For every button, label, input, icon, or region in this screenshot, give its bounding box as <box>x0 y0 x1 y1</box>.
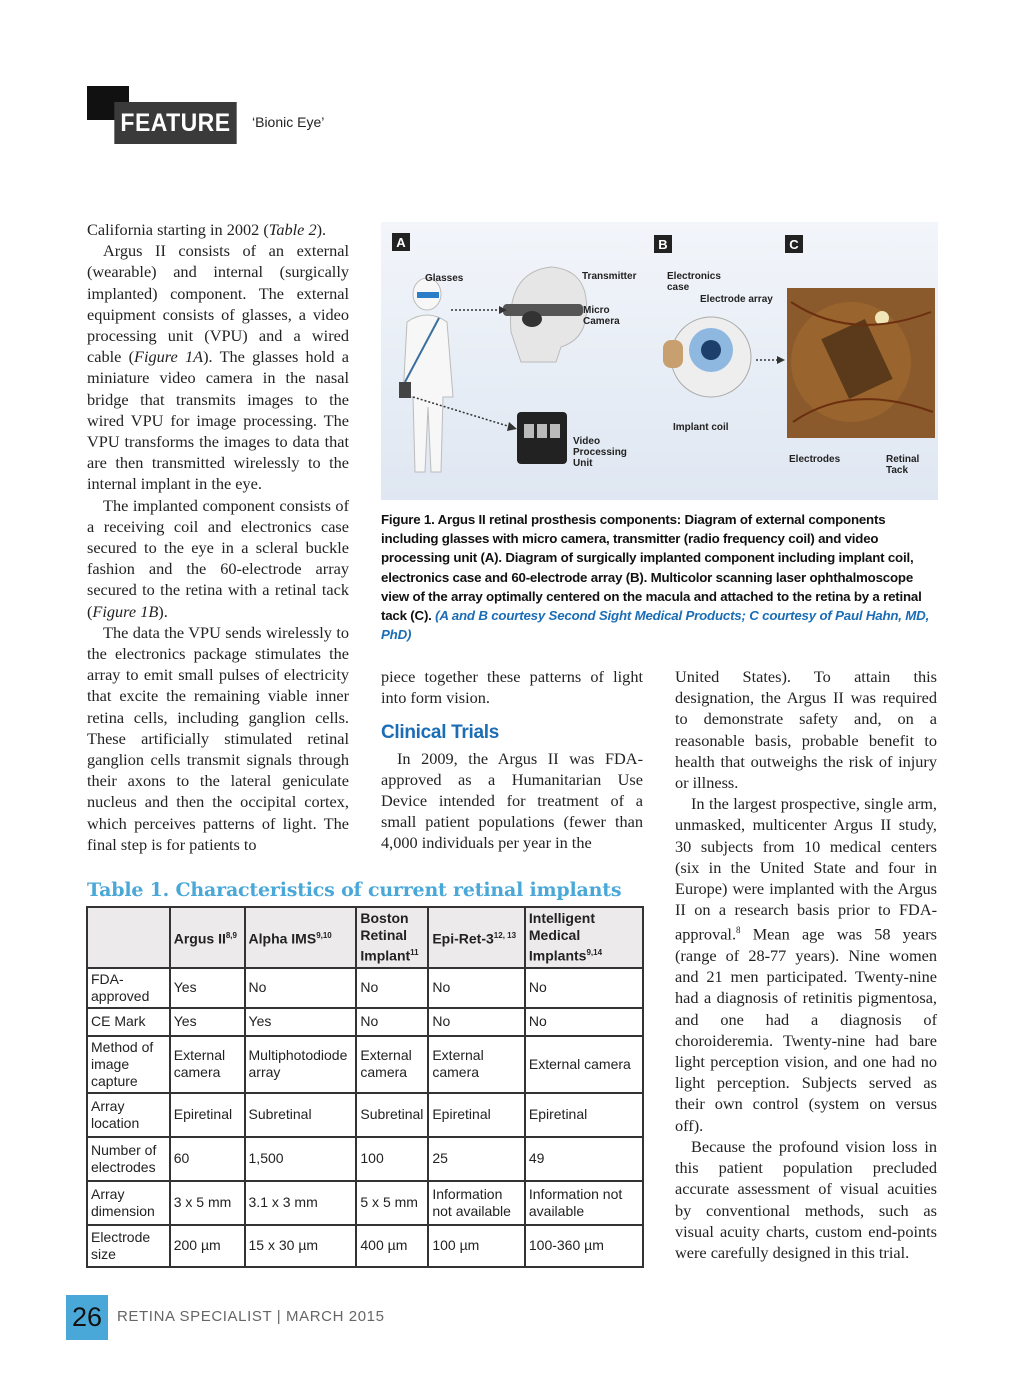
table-title: Table 1. Characteristics of current retinal implants <box>87 879 622 901</box>
column-2 <box>381 666 643 854</box>
table-cell: 3 x 5 mm <box>170 1181 245 1225</box>
table-cell: No <box>525 1008 643 1036</box>
table-row <box>87 1225 643 1267</box>
table-cell: 100-360 µm <box>525 1225 643 1267</box>
col3-paragraph-1: United States). To attain this designation, the Argus II was required to demonstrate safety and, on a reasonable basis, probable benefit to health that outweighs the risk of injury or illness. <box>675 667 937 793</box>
figure-illustration <box>381 222 938 500</box>
figure-label-a: A <box>392 233 410 251</box>
figure-label-b: B <box>654 235 672 253</box>
col1-text: California starting in 2002 ( <box>87 220 269 239</box>
caption-credit: (A and B courtesy Second Sight Medical Products; C courtesy of Paul Hahn, MD, PhD) <box>381 608 930 643</box>
table-cell: Yes <box>170 1008 245 1036</box>
table-cell: 5 x 5 mm <box>356 1181 428 1225</box>
label-electrode-array: Electrode array <box>700 294 773 305</box>
col3-p2-text-a: In the largest prospective, single arm, unmasked, multicenter Argus II study, 30 subjects from 10 medical centers (six in the United State and four in Europe) were implanted with the Argus II on a research basis prior to FDA-approval. <box>675 794 937 944</box>
caption-text: Figure 1. Argus II retinal prosthesis components: Diagram of external components including glasses with micro camera, transmitter (radio frequency coil) and video processing unit (A). Diagram of surgically implanted component including implant coil, electronics case and 60-electrode array (B). Multicolor scanning laser ophthalmoscope view of the array optimally centered on the macula and attached to the retina by a retinal tack (C). <box>381 512 922 624</box>
col2-paragraph-2: In 2009, the Argus II was FDA-approved as a Humanitarian Use Device intended for treatment of a small patient populations (fewer than 4,000 individuals per year in the <box>381 748 643 853</box>
label-glasses: Glasses <box>425 273 464 284</box>
table-cell: External camera <box>170 1036 245 1093</box>
col1-paragraph-2 <box>87 240 349 494</box>
table-cell: No <box>356 1008 428 1036</box>
col1-paragraph-1 <box>87 219 349 240</box>
table-cell: 15 x 30 µm <box>245 1225 357 1267</box>
table-cell: 400 µm <box>356 1225 428 1267</box>
footer-text: RETINA SPECIALIST | MARCH 2015 <box>117 1308 385 1325</box>
table-cell: 1,500 <box>245 1137 357 1181</box>
col1-text-after: ). <box>316 220 327 239</box>
implants-table <box>86 906 644 1268</box>
label-retinal-tack: Retinal Tack <box>886 454 920 476</box>
label-electrodes: Electrodes <box>789 454 841 465</box>
section-subtitle: ‘Bionic Eye’ <box>252 114 325 130</box>
table-header-label: Argus II <box>173 930 226 947</box>
table-header-citation: 11 <box>410 948 419 957</box>
figure-reference: Table 2 <box>268 220 317 239</box>
col1-text-after: ). The glasses hold a miniature video camera in the nasal bridge that transmits images to the wired VPU for image processing. The VPU transforms the images to data that are then transmitted wirelessly to the internal implant in the eye. <box>87 347 349 494</box>
table-cell: External camera <box>525 1036 643 1093</box>
label-micro-camera: Micro Camera <box>583 305 620 327</box>
table-header-row <box>87 907 643 968</box>
table-cell: Subretinal <box>356 1093 428 1137</box>
label-implant-coil: Implant coil <box>673 422 729 433</box>
table-cell: 49 <box>525 1137 643 1181</box>
table-row-label: Array location <box>87 1093 170 1137</box>
table-cell: Epiretinal <box>428 1093 525 1137</box>
column-3 <box>675 666 937 1263</box>
col1-text: Argus II consists of an external (wearable) and internal (surgically implanted) component. The external equipment consists of glasses, a video processing unit (VPU) and a wired cable ( <box>87 241 349 367</box>
table-cell: No <box>245 968 357 1008</box>
section-heading-clinical-trials: Clinical Trials <box>381 722 499 744</box>
label-electronics-case: Electronics case <box>667 271 721 293</box>
table-row-label: Electrode size <box>87 1225 170 1267</box>
table-cell: External camera <box>428 1036 525 1093</box>
table-cell: 200 µm <box>170 1225 245 1267</box>
table-cell: External camera <box>356 1036 428 1093</box>
table-header-label: Intelligent Medical Implants <box>528 910 595 964</box>
table-cell: No <box>356 968 428 1008</box>
table-header-4 <box>428 907 525 968</box>
table-row <box>87 1093 643 1137</box>
page-number: 26 <box>66 1295 108 1340</box>
column-1 <box>87 219 349 855</box>
table-header-citation: 9,14 <box>586 948 603 957</box>
retina-photo <box>787 288 935 438</box>
figure-1 <box>381 222 938 500</box>
person-illustration <box>399 278 453 472</box>
table-cell: 60 <box>170 1137 245 1181</box>
col3-paragraph-2 <box>675 793 937 1136</box>
col2-paragraph-1: piece together these patterns of light into form vision. <box>381 667 643 708</box>
table-header-label: Epi-Ret-3 <box>432 930 494 947</box>
col1-text-after: ). <box>158 601 168 621</box>
table-header-citation: 9,10 <box>316 931 332 940</box>
col1-text: The data the VPU sends wirelessly to the electronics package stimulates the array to emit small pulses of electricity that excite the remaining viable inner retina cells, including ganglion cells. These artificially stimulated retinal ganglion cells transmit signals through their axons to the lateral geniculate nucleus and then the occipital cortex, which perceives patterns of light. The final step is for patients to <box>87 622 349 854</box>
col1-text: The implanted component consists of a receiving coil and electronics case secured to the eye in a scleral buckle fashion and the 60-electrode array secured to the retina with a retinal tack ( <box>87 495 349 621</box>
table-row-label: Method of image capture <box>87 1036 170 1093</box>
table-cell: Epiretinal <box>525 1093 643 1137</box>
col3-paragraph-3: Because the profound vision loss in this patient population precluded accurate assessment of visual acuities by conventional methods, such as visual acuity charts, custom end-points were carefully designed in this trial. <box>675 1136 937 1262</box>
table-header-label: Boston Retinal Implant <box>360 910 411 964</box>
figure-reference: Figure 1A <box>134 347 204 367</box>
section-label: FEATURE <box>114 102 236 144</box>
table-cell: Information not available <box>428 1181 525 1225</box>
table-cell: Subretinal <box>245 1093 357 1137</box>
table-row <box>87 968 643 1008</box>
citation-superscript: 8 <box>736 925 741 936</box>
table-cell: 100 <box>356 1137 428 1181</box>
table-row-label: Number of electrodes <box>87 1137 170 1181</box>
table-row <box>87 1008 643 1036</box>
table-cell: Yes <box>245 1008 357 1036</box>
col3-p2-text-b: Mean age was 58 years (range of 28-77 years). Nine women and 21 men participated. Twenty-nine had a diagnosis of retinitis pigmentosa, and one had a diagnosis of choroideremia. Twenty-nine had bare light perception vision, and one had no light perception. Subjects served as their own control (system on versus off). <box>675 924 937 1135</box>
table-row <box>87 1036 643 1093</box>
table-header-empty <box>87 907 170 968</box>
table-row <box>87 1181 643 1225</box>
table-cell: 100 µm <box>428 1225 525 1267</box>
figure-caption <box>381 510 938 644</box>
table-header-citation: 12, 13 <box>493 931 517 940</box>
figure-label-c: C <box>785 235 803 253</box>
figure-reference: Figure 1B <box>92 601 159 621</box>
table-header-5 <box>525 907 643 968</box>
table-cell: Yes <box>170 968 245 1008</box>
col1-paragraph-3 <box>87 495 349 622</box>
table-row-label: CE Mark <box>87 1008 170 1036</box>
table-cell: No <box>428 1008 525 1036</box>
table-header-citation: 8,9 <box>225 931 237 940</box>
table-cell: Multiphotodiode array <box>245 1036 357 1093</box>
table-row <box>87 1137 643 1181</box>
table-header-label: Alpha IMS <box>248 930 317 947</box>
table-row-label: Array dimension <box>87 1181 170 1225</box>
table-cell: 3.1 x 3 mm <box>245 1181 357 1225</box>
table-cell: 25 <box>428 1137 525 1181</box>
table-cell: Epiretinal <box>170 1093 245 1137</box>
table-header-1 <box>170 907 245 968</box>
table-header-3 <box>356 907 428 968</box>
table-cell: Information not available <box>525 1181 643 1225</box>
table-cell: No <box>525 968 643 1008</box>
col1-paragraph-4 <box>87 622 349 855</box>
label-transmitter: Transmitter <box>582 271 637 282</box>
eye-illustration <box>663 317 785 397</box>
table-cell: No <box>428 968 525 1008</box>
label-vpu: Video Processing Unit <box>573 436 627 469</box>
table-header-2 <box>245 907 357 968</box>
table-row-label: FDA-approved <box>87 968 170 1008</box>
head-illustration <box>451 267 587 362</box>
